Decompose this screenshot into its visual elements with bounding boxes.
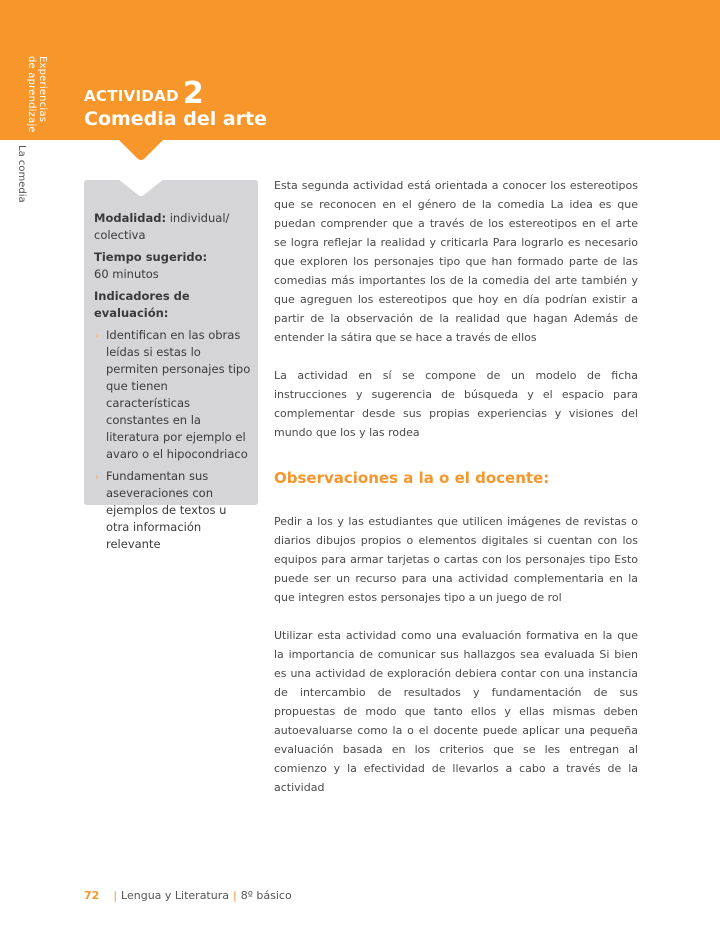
modalidad-value: individual/ colectiva [94, 211, 230, 242]
bullet-chevron-icon: › [95, 329, 100, 342]
activity-word: ACTIVIDAD [84, 87, 179, 105]
observaciones-paragraph-1: Pedir a los y las estudiantes que utilicen imágenes de revistas o diarios dibujos propios o elementos digitales si cuentan con los equipos para armar tarjetas o cartas con los personajes tipo Esto puede ser un recurso para una actividad complementaria en la que integren estos personajes tipo a un juego de rol [274, 515, 638, 604]
info-box-content [94, 210, 252, 558]
tiempo-label: Tiempo sugerido: [94, 250, 208, 264]
page-number: 72 [84, 889, 100, 902]
side-tab-experiencias [14, 56, 48, 136]
footer-subject: Lengua y Literatura [121, 889, 229, 902]
indicador-item: › Fundamentan sus aseveraciones con ejemplos de textos u otra información relevante [95, 469, 227, 551]
footer-separator: | [232, 889, 237, 902]
indicadores-label: Indicadores de evaluación: [94, 289, 190, 320]
activity-label [84, 76, 204, 111]
main-text [274, 176, 638, 816]
bullet-chevron-icon: › [95, 470, 100, 483]
footer-grade: 8º básico [240, 889, 292, 902]
intro-paragraph-2: La actividad en sí se compone de un modelo de ficha instrucciones y sugerencia de búsqueda y el espacio para complementar desde sus propias experiencias y visiones del mundo que los y las rodea [274, 369, 638, 439]
observaciones-heading: Observaciones a la o el docente: [274, 469, 550, 487]
header-notch-arrow [118, 139, 164, 161]
tiempo [94, 249, 252, 283]
indicadores-list [94, 327, 252, 553]
side-tab-section [14, 145, 28, 205]
indicador-item: › Identifican en las obras leídas si estas lo permiten personajes tipo que tienen características constantes en la literatura por ejemplo el avaro o el hipocondriaco [95, 328, 251, 461]
observaciones-paragraph-2: Utilizar esta actividad como una evaluación formativa en la que la importancia de comunicar sus hallazgos sea evaluada Si bien es una actividad de exploración debiera contar con una instancia de intercambio de resultados y fundamentación de sus propuestas de modo que tanto ellos y ellas mismas deben autoevaluarse como la o el docente puede aplicar una pequeña evaluación basada en los criterios que se les entregan al comienzo y la efectividad de llevarlos a cabo a través de la actividad [274, 629, 638, 794]
footer-separator: | [113, 889, 118, 902]
side-section-label: La comedia [16, 145, 27, 203]
modalidad-label: Modalidad: [94, 211, 167, 225]
info-box-notch [118, 179, 164, 197]
page-footer [84, 889, 292, 902]
intro-paragraph-1: Esta segunda actividad está orientada a conocer los estereotipos que se reconocen en el género de la comedia La idea es que puedan comprender que a través de los estereotipos en el arte se logra reflejar la realidad y criticarla Para lograrlo es necesario que exploren los personajes tipo que han formado parte de las comedias más importantes los de la comedia del arte también y que agreguen los estereotipos que hoy en día podrían existir a partir de la observación de la realidad que hagan Además de entender la sátira que se hace a través de ellos [274, 179, 638, 344]
side-tab-line-1: Experiencias [37, 56, 48, 123]
activity-number: 2 [182, 76, 205, 111]
side-tab-line-2: de aprendizaje [26, 56, 37, 133]
activity-title: Comedia del arte [84, 108, 268, 130]
modalidad [94, 210, 252, 244]
tiempo-value: 60 minutos [94, 267, 159, 281]
